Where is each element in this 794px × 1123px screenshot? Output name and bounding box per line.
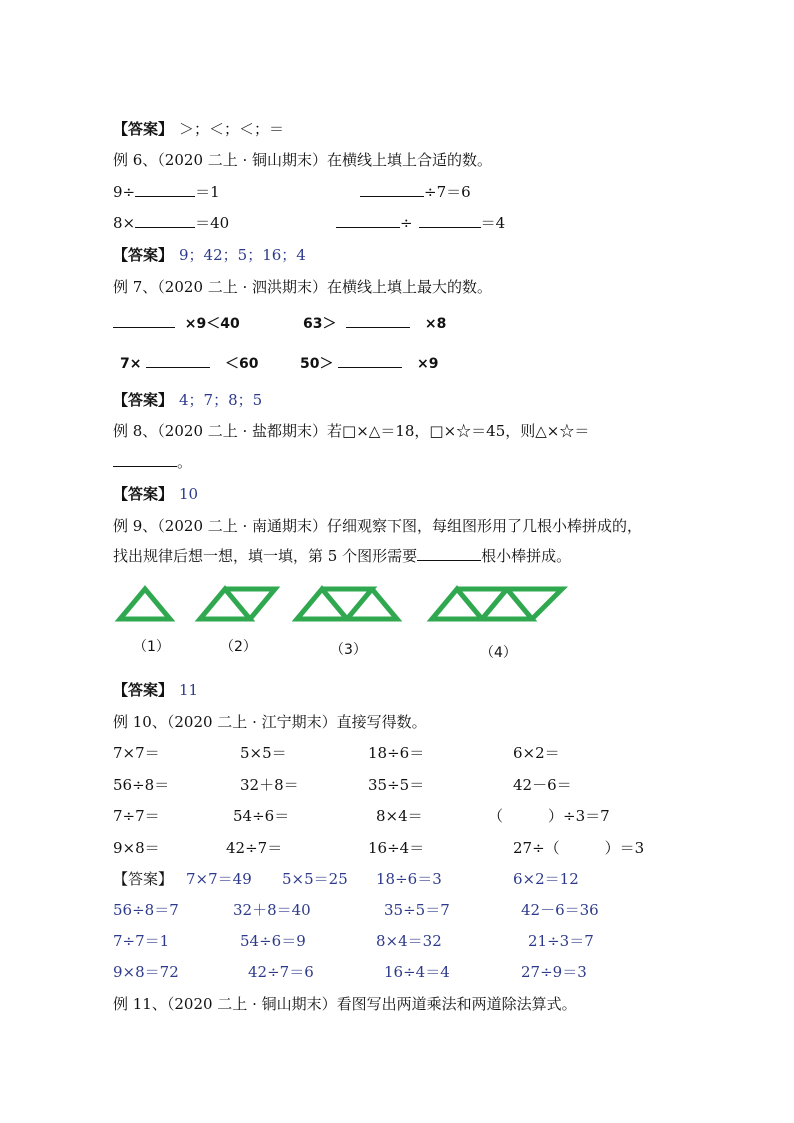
ex6-row2-right (336, 213, 505, 233)
ex6-row2-left (113, 213, 229, 233)
blank (360, 182, 424, 197)
figure-caption-2: （2） (220, 639, 257, 655)
blank (146, 353, 210, 368)
answer-label: 【答案】 (113, 681, 174, 699)
ex10-a-r1c2: 35÷5＝7 (384, 901, 450, 919)
answer-text: 9；42；5；16；4 (179, 246, 306, 264)
figure-caption-3: （3） (330, 642, 367, 658)
answer-line-ex6 (113, 245, 306, 265)
blank (135, 182, 195, 197)
ex10-q-r2c2: 8×4＝ (376, 807, 423, 825)
ex10-a-r2c0: 7÷7＝1 (113, 932, 170, 950)
ex10-a-r1c0: 56÷8＝7 (113, 901, 179, 919)
answer-label: 【答案】 (113, 246, 174, 264)
ex10-a-r1c1: 32＋8＝40 (233, 901, 311, 919)
text: ÷7＝6 (424, 183, 471, 201)
text: 8× (113, 214, 136, 232)
ex11-title: 例 11、（2020 二上 · 铜山期末）看图写出两道乘法和两道除法算式。 (113, 995, 577, 1013)
ex10-a-r3c2: 16÷4＝4 (384, 963, 450, 981)
answer-label: 【答案】 (113, 120, 174, 138)
ex10-q-r0c3: 6×2＝ (513, 744, 560, 762)
ex10-a-r0c2: 18÷6＝3 (376, 870, 442, 888)
ex9-title: 例 9、（2020 二上 · 南通期末）仔细观察下图，每组图形用了几根小棒拼成的， (113, 517, 643, 535)
ex7-title: 例 7、（2020 二上 · 泗洪期末）在横线上填上最大的数。 (113, 278, 493, 296)
figure-caption-1: （1） (133, 639, 170, 655)
figure-2 (200, 589, 275, 619)
ex10-title: 例 10、（2020 二上 · 江宁期末）直接写得数。 (113, 713, 427, 731)
ex10-q-r3c0: 9×8＝ (113, 839, 160, 857)
ex10-q-r2c3: （ ）÷3＝7 (488, 807, 610, 825)
answer-text: ＞；＜；＜；＝ (179, 120, 285, 138)
ex7-row2-left (120, 353, 258, 374)
text: 7× (120, 356, 142, 372)
ex10-a-r0c0: 7×7＝49 (186, 870, 252, 888)
ex10-a-r2c3: 21÷3＝7 (528, 932, 594, 950)
ex8-blank-line (113, 452, 192, 472)
ex10-a-r0c1: 5×5＝25 (282, 870, 348, 888)
ex10-q-r0c2: 18÷6＝ (368, 744, 425, 762)
text: 找出规律后想一想，填一填，第 5 个图形需要 (113, 547, 418, 565)
ex6-row1-right (360, 182, 471, 202)
ex7-row1-left (113, 313, 240, 334)
ex10-q-r0c0: 7×7＝ (113, 744, 160, 762)
answer-label-ex10: 【答案】 (113, 870, 174, 888)
blank (113, 452, 177, 467)
blank (417, 546, 481, 561)
ex7-row2-right (300, 353, 438, 374)
ex9-line2 (113, 546, 571, 566)
ex10-q-r2c0: 7÷7＝ (113, 807, 160, 825)
ex10-q-r3c3: 27÷（ ）＝3 (513, 839, 645, 857)
ex10-q-r0c1: 5×5＝ (240, 744, 287, 762)
ex10-a-r3c3: 27÷9＝3 (521, 963, 587, 981)
ex10-q-r2c1: 54÷6＝ (233, 807, 290, 825)
ex10-q-r1c3: 42－6＝ (513, 776, 572, 794)
text: ＝1 (195, 183, 220, 201)
answer-text: 10 (179, 485, 199, 503)
ex10-a-r0c3: 6×2＝12 (513, 870, 579, 888)
ex10-a-r2c2: 8×4＝32 (376, 932, 442, 950)
blank (346, 313, 410, 328)
ex8-title: 例 8、（2020 二上 · 盐都期末）若□×△＝18，□×☆＝45，则△×☆＝ (113, 422, 590, 440)
ex10-q-r3c2: 16÷4＝ (368, 839, 425, 857)
blank (135, 213, 195, 228)
answer-label: 【答案】 (113, 391, 174, 409)
text: 9÷ (113, 183, 136, 201)
answer-text: 11 (179, 681, 199, 699)
answer-line-ex5 (113, 119, 284, 139)
ex10-a-r1c3: 42－6＝36 (521, 901, 599, 919)
text: 。 (177, 453, 193, 471)
answer-text: 4；7；8；5 (179, 391, 263, 409)
text: ＝4 (480, 214, 506, 232)
ex6-row1-left (113, 182, 220, 202)
answer-line-ex7 (113, 390, 262, 410)
stick-triangle-figures (110, 584, 580, 624)
answer-line-ex9 (113, 680, 198, 700)
answer-line-ex8 (113, 484, 198, 504)
text: ÷ (400, 214, 413, 232)
figure-3 (297, 589, 397, 619)
text: 根小棒拼成。 (481, 547, 572, 565)
blank (336, 213, 400, 228)
text: ＝40 (195, 214, 230, 232)
figure-1 (120, 589, 170, 619)
text: 50＞ (300, 356, 334, 372)
blank (419, 213, 481, 228)
text: ×9 (416, 356, 439, 372)
text: 63＞ (303, 316, 337, 332)
blank (113, 313, 175, 328)
ex10-q-r1c0: 56÷8＝ (113, 776, 170, 794)
text: ×8 (424, 316, 447, 332)
figure-caption-4: （4） (480, 645, 517, 661)
ex6-title: 例 6、（2020 二上 · 铜山期末）在横线上填上合适的数。 (113, 151, 493, 169)
text: ＜60 (224, 356, 259, 372)
ex7-row1-right (303, 313, 446, 334)
ex10-a-r3c0: 9×8＝72 (113, 963, 179, 981)
ex10-q-r3c1: 42÷7＝ (226, 839, 283, 857)
answer-label: 【答案】 (113, 485, 174, 503)
blank (338, 353, 402, 368)
ex10-a-r2c1: 54÷6＝9 (240, 932, 306, 950)
ex10-q-r1c1: 32＋8＝ (240, 776, 299, 794)
figure-4 (432, 589, 562, 619)
text: ×9＜40 (184, 316, 240, 332)
ex10-a-r3c1: 42÷7＝6 (248, 963, 314, 981)
ex10-q-r1c2: 35÷5＝ (368, 776, 425, 794)
